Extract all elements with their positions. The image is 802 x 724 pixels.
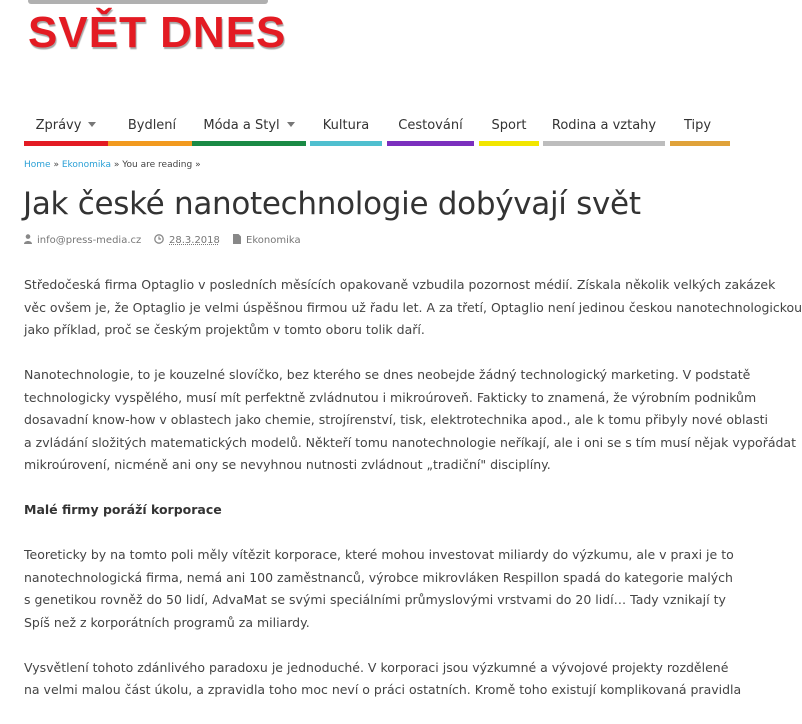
article-title: Jak české nanotechnologie dobývají svět	[23, 186, 641, 222]
nav-label: Cestování	[398, 118, 463, 133]
paragraph-line: Teoreticky by na tomto poli měly vítězit korporace, které mohou investovat miliardy do výzkumu, ale v praxi je to	[24, 547, 734, 562]
meta-category-text: Ekonomika	[246, 235, 301, 246]
nav-color-bar	[479, 141, 539, 146]
nav-color-bar	[387, 141, 474, 146]
paragraph-line: dosavadní know-how v oblastech jako chemie, strojírenství, tisk, elektrotechnika apod., ale k tomu přibyly nové oblasti	[24, 412, 768, 427]
meta-date-text: 28.3.2018	[169, 235, 220, 246]
nav-color-bar	[108, 141, 196, 146]
nav-color-bar	[310, 141, 382, 146]
main-navigation	[24, 112, 712, 146]
nav-label: Móda a Styl	[203, 118, 280, 133]
meta-author[interactable]	[24, 235, 141, 246]
nav-item-cestovani[interactable]	[387, 112, 474, 146]
nav-label: Bydlení	[127, 118, 177, 133]
chevron-down-icon	[88, 122, 96, 127]
nav-item-kultura[interactable]	[310, 112, 382, 146]
article-paragraph	[24, 364, 796, 477]
paragraph-line: Vysvětlení tohoto zdánlivého paradoxu je jednoduché. V korporaci jsou výzkumné a vývojové projekty rozdělené	[24, 659, 729, 675]
article-paragraph	[24, 544, 734, 634]
paragraph-line: Spíš než z korporátních programů za miliardy.	[24, 614, 310, 630]
meta-author-text: info@press-media.cz	[37, 235, 142, 246]
clock-icon	[154, 234, 164, 244]
meta-date	[154, 235, 220, 246]
nav-item-bydleni[interactable]	[108, 112, 196, 146]
nav-color-bar	[543, 141, 665, 146]
paragraph-line: Středočeská firma Optaglio v posledních měsících opakovaně vzbudila pozornost médií. Získala několik velkých zakázek	[24, 277, 776, 292]
article-subheading: Malé firmy poráží korporace	[24, 502, 222, 517]
paragraph-line: nanotechnologická firma, nemá ani 100 zaměstnanců, výrobce mikrovláken Respillon spadá do kategorie malých	[24, 569, 733, 585]
nav-label: Tipy	[684, 118, 712, 133]
nav-label: Rodina a vztahy	[551, 118, 657, 133]
paragraph-line: Nanotechnologie, to je kouzelné slovíčko, bez kterého se dnes neobejde žádný technologický marketing. V podstatě	[24, 367, 751, 382]
breadcrumb-category-link[interactable]: Ekonomika	[61, 160, 111, 170]
article-paragraph	[24, 274, 802, 342]
nav-color-bar	[24, 141, 108, 146]
nav-item-moda-a-styl[interactable]	[192, 112, 306, 146]
paragraph-line: věc ovšem je, že Optaglio je velmi úspěšnou firmou už řadu let. A za třetí, Optaglio není jedinou českou nanotechnologickou	[24, 299, 802, 315]
nav-label: Zprávy	[35, 118, 82, 133]
paragraph-line: mikroúrovení, nicméně ani ony se nevyhnou nutnosti zvládnout „tradiční" disciplíny.	[24, 457, 551, 472]
nav-item-rodina-a-vztahy[interactable]	[543, 112, 665, 146]
nav-label: Sport	[491, 118, 527, 133]
breadcrumb-home-link[interactable]: Home	[24, 160, 51, 170]
nav-color-bar	[670, 141, 730, 146]
paragraph-line: jako příklad, proč se českým projektům v tomto oboru tolik daří.	[24, 322, 425, 337]
chevron-down-icon	[287, 122, 295, 127]
meta-category[interactable]	[233, 235, 301, 246]
nav-label: Kultura	[322, 118, 370, 133]
breadcrumb-current: You are reading	[122, 160, 193, 170]
breadcrumb-separator: »	[113, 160, 120, 170]
paragraph-line: technologicky vyspělého, musí mít perfektně zvládnutou i mikroúroveň. Fakticky to znamená, že výrobním podnikům	[24, 389, 757, 405]
article-body	[24, 274, 802, 724]
breadcrumb-separator: »	[195, 160, 201, 170]
logo-text: SVĚT DNES	[28, 8, 287, 57]
nav-item-zpravy[interactable]	[24, 112, 108, 146]
breadcrumb-separator: »	[53, 160, 59, 170]
document-icon	[233, 234, 241, 244]
article-paragraph	[24, 657, 742, 702]
user-icon	[24, 234, 32, 244]
nav-item-tipy[interactable]	[670, 112, 730, 146]
nav-color-bar	[192, 141, 306, 146]
paragraph-line: na velmi malou část úkolu, a zpravidla toho moc neví o práci ostatních. Kromě toho existují komplikovaná pravidla	[24, 682, 742, 697]
paragraph-line: s genetikou rovněž do 50 lidí, AdvaMat se svými speciálními průmyslovými vrstvami do 20 lidí… Tady vznikají ty	[24, 592, 726, 607]
site-logo[interactable]	[28, 8, 286, 58]
breadcrumb	[24, 160, 201, 170]
paragraph-line: a zvládání složitých matematických modelů. Někteří tomu nanotechnologie neříkají, ale i oni se s tím musí nějak vypořádat	[24, 434, 796, 450]
nav-item-sport[interactable]	[479, 112, 539, 146]
logo-decoration	[28, 0, 268, 4]
